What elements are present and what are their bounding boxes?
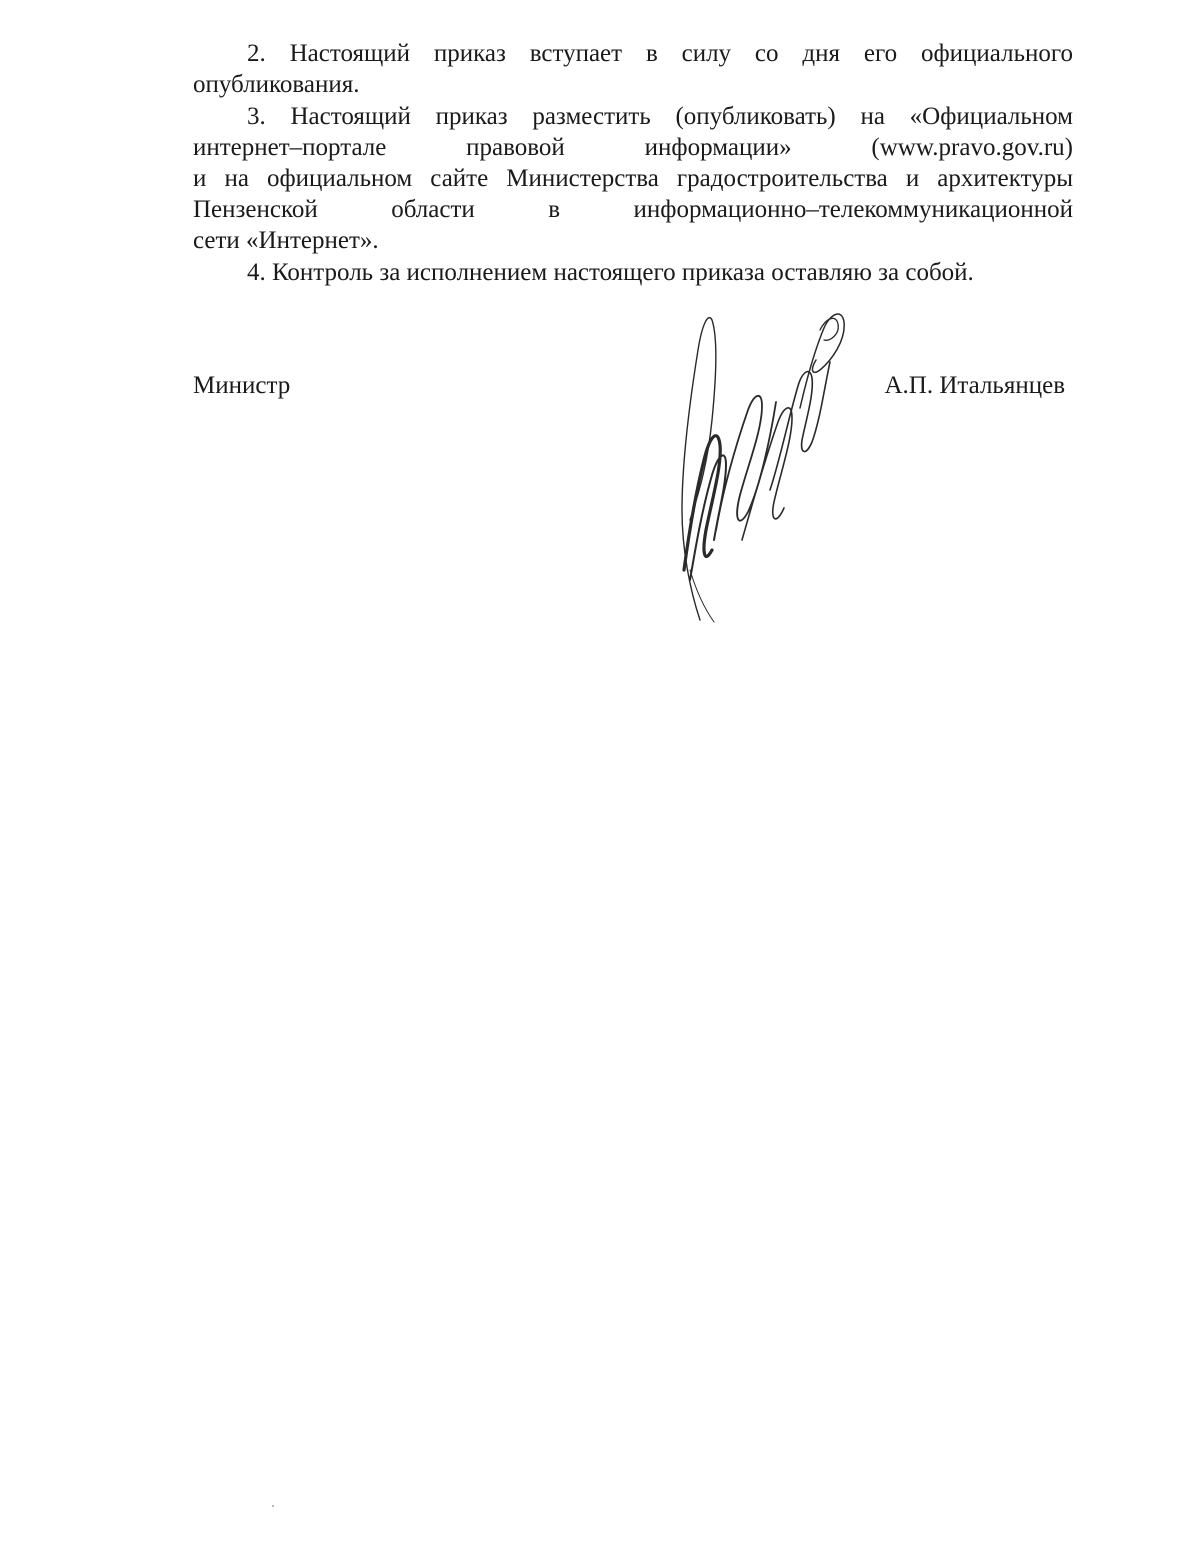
document-body <box>193 38 1073 289</box>
paragraph-line: опубликования. <box>193 71 360 98</box>
paragraph-line: интернет–портале правовой информации» (www.pravo.gov.ru) <box>193 134 1073 161</box>
paragraph-line: 3. Настоящий приказ разместить (опубликовать) на «Официальном <box>247 103 1073 130</box>
paragraph-4 <box>193 257 1073 288</box>
paragraph-2 <box>193 38 1073 100</box>
paragraph-line: и на официальном сайте Министерства градостроительства и архитектуры <box>193 165 1073 192</box>
paragraph-line: сети «Интернет». <box>193 227 379 254</box>
signatory-name: А.П. Итальянцев <box>884 372 1065 399</box>
paragraph-3 <box>193 101 1073 256</box>
signature-block <box>193 370 1073 410</box>
paragraph-line: 4. Контроль за исполнением настоящего приказа оставляю за собой. <box>247 259 974 286</box>
scan-speck <box>272 1505 274 1507</box>
paragraph-line: Пензенской области в информационно–телекоммуникационной <box>193 196 1073 223</box>
signatory-title: Министр <box>193 372 291 399</box>
handwritten-signature-image <box>660 290 850 630</box>
paragraph-line: 2. Настоящий приказ вступает в силу со дня его официального <box>247 40 1073 67</box>
